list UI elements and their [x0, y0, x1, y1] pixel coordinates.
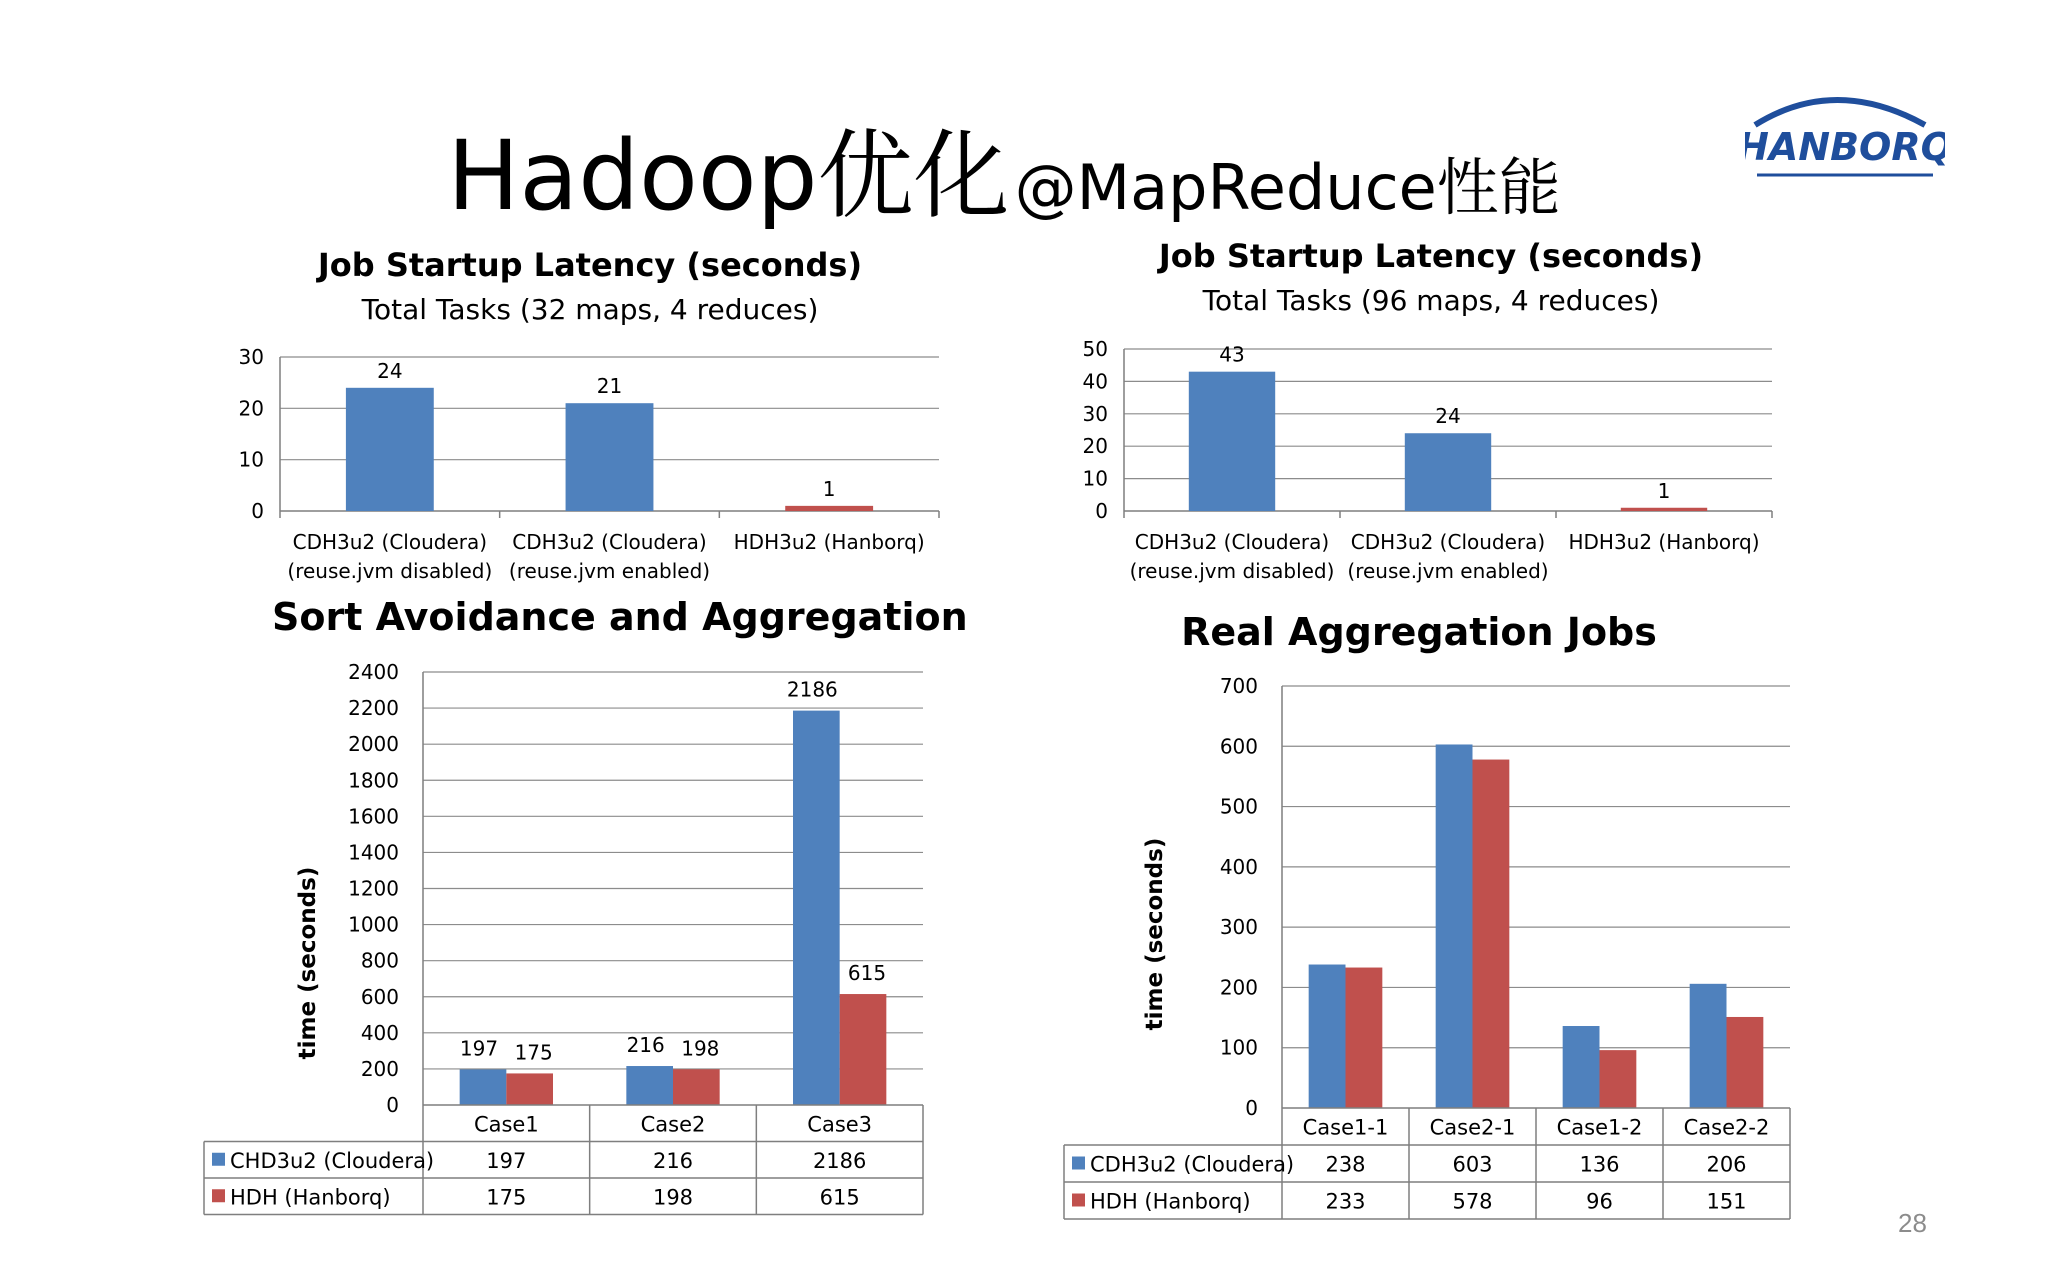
x-category-label: (reuse.jvm disabled): [287, 559, 493, 583]
table-cell: 198: [652, 1185, 694, 1210]
y-tick-label: 200: [360, 1056, 399, 1081]
table-cell: 206: [1706, 1152, 1747, 1177]
y-tick-label: 10: [238, 447, 264, 472]
x-category-label: HDH3u2 (Hanborq): [1568, 530, 1760, 554]
title-main: Hadoop优化: [447, 120, 1010, 232]
chart-subtitle: Total Tasks (32 maps, 4 reduces): [361, 293, 819, 326]
legend-key: [1072, 1194, 1085, 1207]
table-cell: 197: [486, 1148, 527, 1173]
x-category-label: Case2-2: [1683, 1115, 1770, 1140]
data-label: 24: [377, 358, 403, 383]
y-tick-label: 1000: [348, 912, 399, 937]
chart-subtitle: Total Tasks (96 maps, 4 reduces): [1202, 284, 1660, 317]
data-label: 43: [1219, 342, 1245, 367]
table-cell: 96: [1586, 1189, 1613, 1214]
x-category-label: Case1-2: [1556, 1115, 1643, 1140]
logo-text: HANBORQ: [1745, 125, 1945, 169]
table-cell: 136: [1579, 1152, 1620, 1177]
x-category-label: CDH3u2 (Cloudera): [1134, 530, 1330, 554]
table-cell: 238: [1325, 1152, 1366, 1177]
table-cell: 615: [819, 1185, 860, 1210]
table-cell: 175: [486, 1185, 527, 1210]
x-category-label: CDH3u2 (Cloudera): [292, 530, 488, 554]
y-tick-label: 20: [1082, 434, 1108, 459]
table-cell: 578: [1452, 1189, 1493, 1214]
y-axis-title: time (seconds): [295, 866, 321, 1060]
y-tick-label: 1600: [348, 804, 399, 829]
legend-label: CDH3u2 (Cloudera): [1090, 1152, 1295, 1177]
y-tick-label: 500: [1219, 794, 1258, 819]
bar: [1600, 1050, 1637, 1108]
y-tick-label: 2000: [348, 732, 399, 757]
data-label: 197: [459, 1036, 499, 1061]
y-tick-label: 20: [238, 396, 264, 421]
bar: [1309, 965, 1346, 1108]
y-tick-label: 700: [1219, 674, 1258, 698]
x-category-label: Case1: [473, 1112, 539, 1137]
x-category-label: Case2: [640, 1112, 706, 1137]
x-category-label: Case1-1: [1302, 1115, 1389, 1140]
chart-title: Real Aggregation Jobs: [1181, 610, 1657, 654]
x-category-label: HDH3u2 (Hanborq): [733, 530, 925, 554]
bar: [1727, 1017, 1764, 1108]
y-tick-label: 50: [1082, 337, 1108, 361]
x-category-label: (reuse.jvm disabled): [1129, 559, 1335, 583]
title-sub: @MapReduce性能: [1014, 151, 1561, 224]
y-tick-label: 200: [1219, 975, 1258, 1000]
y-tick-label: 2200: [348, 696, 399, 721]
data-label: 21: [596, 374, 623, 399]
y-tick-label: 800: [360, 948, 399, 973]
y-tick-label: 0: [386, 1093, 399, 1117]
chart-title: Job Startup Latency (seconds): [317, 246, 863, 284]
x-category-label: (reuse.jvm enabled): [1347, 559, 1549, 583]
y-tick-label: 600: [1219, 734, 1258, 759]
table-cell: 216: [652, 1148, 694, 1173]
x-category-label: Case3: [807, 1112, 873, 1137]
x-category-label: CDH3u2 (Cloudera): [512, 530, 707, 554]
bar: [1690, 984, 1727, 1108]
y-tick-label: 600: [360, 984, 399, 1009]
data-label: 175: [514, 1040, 553, 1065]
legend-label: CHD3u2 (Cloudera): [230, 1148, 435, 1173]
y-tick-label: 0: [251, 499, 264, 523]
y-tick-label: 300: [1219, 915, 1258, 940]
y-tick-label: 1200: [348, 876, 399, 901]
x-category-label: Case2-1: [1429, 1115, 1516, 1140]
x-category-label: (reuse.jvm enabled): [508, 559, 711, 583]
y-tick-label: 100: [1219, 1035, 1258, 1060]
data-label: 615: [847, 961, 887, 986]
y-tick-label: 2400: [348, 660, 399, 684]
data-label: 198: [681, 1036, 720, 1061]
table-cell: 233: [1325, 1189, 1366, 1214]
page-number: 28: [1898, 1208, 1927, 1238]
y-tick-label: 1400: [348, 840, 399, 865]
y-tick-label: 400: [360, 1020, 399, 1045]
y-tick-label: 40: [1082, 369, 1108, 394]
data-label: 24: [1435, 404, 1461, 429]
y-tick-label: 0: [1095, 499, 1108, 523]
chart-title: Sort Avoidance and Aggregation: [272, 595, 968, 639]
y-tick-label: 30: [1082, 401, 1108, 426]
data-label: 1: [1657, 478, 1671, 503]
data-label: 1: [822, 476, 836, 501]
y-tick-label: 1800: [348, 768, 399, 793]
y-axis-title: time (seconds): [1142, 837, 1168, 1031]
bar: [1436, 744, 1473, 1108]
bar: [1346, 968, 1383, 1108]
legend-label: HDH (Hanborq): [1090, 1189, 1251, 1214]
chart-title: Job Startup Latency (seconds): [1158, 237, 1704, 275]
bar: [1473, 760, 1510, 1108]
y-tick-label: 400: [1219, 854, 1258, 879]
table-cell: 151: [1706, 1189, 1747, 1214]
bar: [1563, 1026, 1600, 1108]
legend-key: [1072, 1157, 1085, 1170]
table-cell: 603: [1452, 1152, 1493, 1177]
y-tick-label: 10: [1082, 466, 1108, 491]
y-tick-label: 0: [1245, 1096, 1258, 1120]
data-label: 216: [626, 1033, 665, 1058]
legend-label: HDH (Hanborq): [230, 1185, 391, 1210]
y-tick-label: 30: [238, 345, 264, 369]
table-cell: 2186: [812, 1148, 867, 1173]
x-category-label: CDH3u2 (Cloudera): [1350, 530, 1546, 554]
data-label: 2186: [786, 677, 838, 702]
